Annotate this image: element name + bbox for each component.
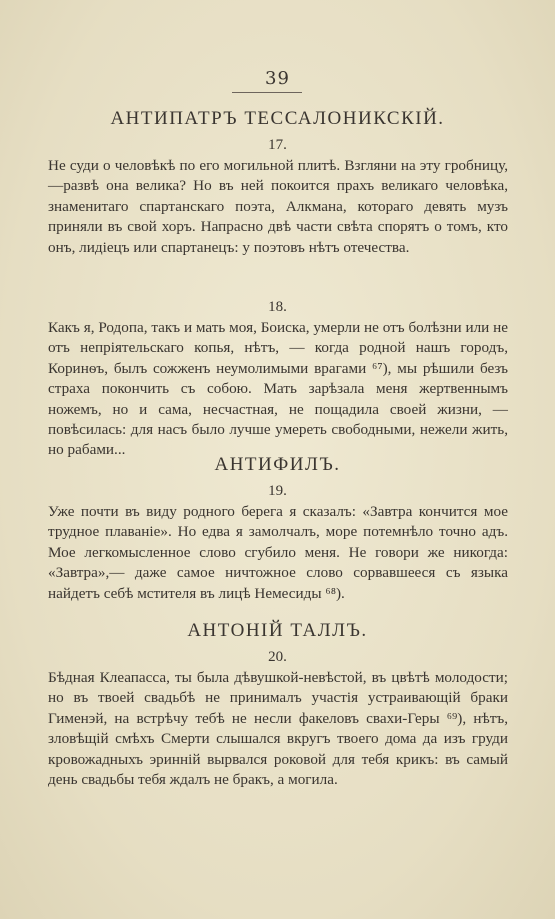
- poem-number-20: 20.: [268, 649, 287, 665]
- poem-number-19: 19.: [268, 483, 287, 499]
- poem-number-17: 17.: [268, 137, 287, 153]
- section-heading-antipater: АНТИПАТРЪ ТЕССАЛОНИКСКІЙ.: [110, 108, 445, 129]
- poem-paragraph: Не суди о человѣкѣ по его могильной плитѣ. Взгляни на эту гробницу,—развѣ она велика? Но въ ней покоится прахъ великаго человѣка, знаменитаго спартанскаго поэта, Алкмана, котораго девять музъ приняли въ свой хоръ. Напрасно двѣ части свѣта спорятъ о томъ, кто онъ, лидіецъ или спартанецъ: у поэтовъ нѣтъ отечества.: [48, 157, 508, 256]
- page-number-rule: [232, 92, 302, 93]
- poem-text-19: [48, 502, 508, 604]
- poem-paragraph: Бѣдная Клеапасса, ты была дѣвушкой-невѣстой, въ цвѣтѣ молодости; но въ твоей свадьбѣ не принималъ участія устраивающій браки Гименэй, на встрѣчу тебѣ не несли факеловъ свахи-Геры ⁶⁹), нѣтъ, зловѣщій смѣхъ Смерти слышался вкругъ твоего дома да изъ груди кровожадныхъ эринній вырвался роковой для тебя крикъ: въ самый день свадьбы тебя ждалъ не бракъ, а могила.: [48, 669, 508, 789]
- poem-paragraph: Какъ я, Родопа, такъ и мать моя, Боиска, умерли не отъ болѣзни или не отъ непріятельскаго копья, нѣтъ, — когда родной нашъ городъ, Коринѳъ, былъ сожженъ неумолимыми врагами ⁶⁷), мы рѣшили безъ страха покончить съ собою. Мать зарѣзала меня жертвеннымъ ножемъ, но и сама, несчастная, не пощадила своей жизни, — повѣсилась: для насъ было лучше умереть свободными, нежели жить, но рабами...: [48, 319, 508, 459]
- poem-text-20: [48, 668, 508, 790]
- poem-paragraph: Уже почти въ виду родного берега я сказалъ: «Завтра кончится мое трудное плаваніе». Но едва я замолчалъ, море потемнѣло точно адъ. Мое легкомысленное слово сгубило меня. Не говори же никогда: «Завтра»,— даже самое ничтожное слово сорвавшееся съ языка найдетъ себѣ мстителя въ лицѣ Немесиды ⁶⁸).: [48, 503, 508, 602]
- poem-number-18: 18.: [268, 299, 287, 315]
- poem-text-18: [48, 318, 508, 461]
- page-number: 39: [265, 68, 290, 89]
- section-heading-antiphilus: АНТИФИЛЪ.: [214, 454, 341, 475]
- section-heading-antonius-thallus: АНТОНІЙ ТАЛЛЪ.: [187, 620, 368, 641]
- poem-text-17: [48, 156, 508, 258]
